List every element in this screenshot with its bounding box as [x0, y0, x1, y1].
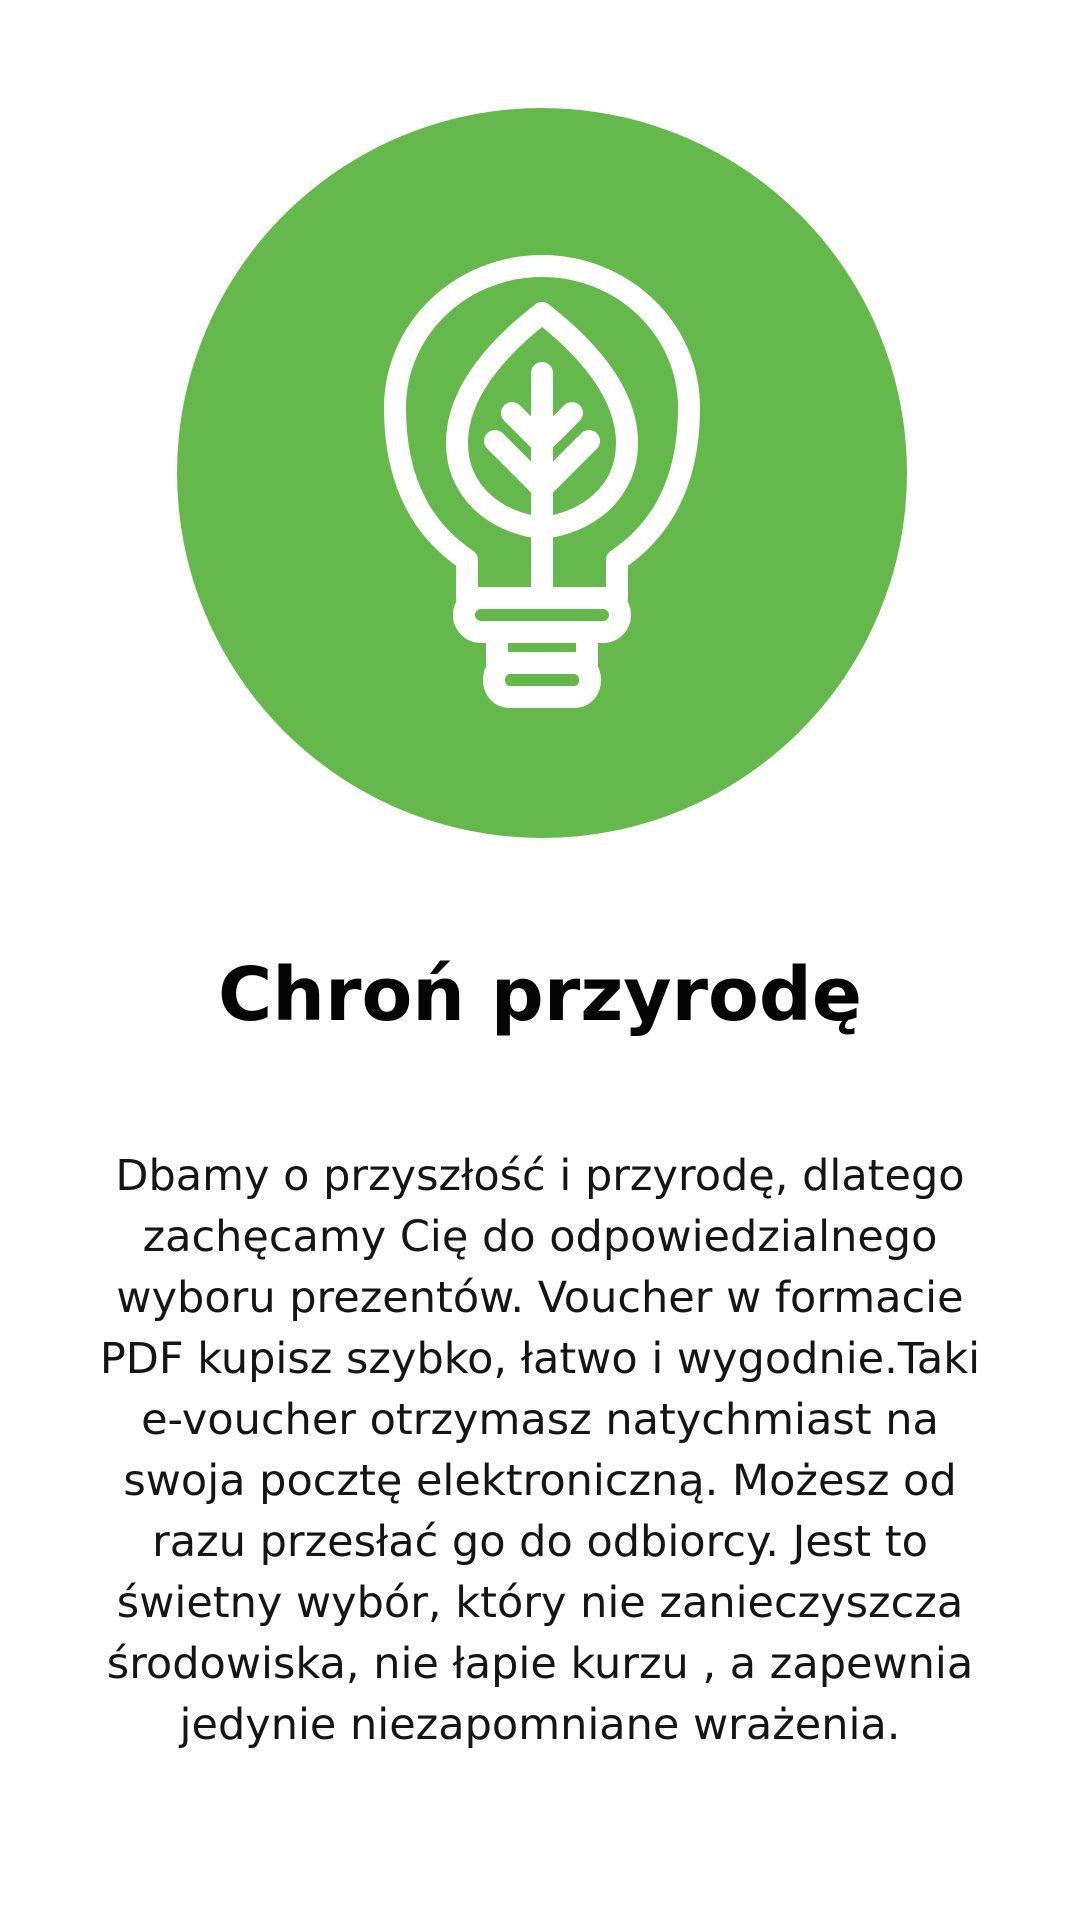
- page-title: Chroń przyrodę: [217, 952, 863, 1038]
- description-text: Dbamy o przyszłość i przyrodę, dlatego zachęcamy Cię do odpowiedzialnego wyboru prezentów. Voucher w formacie PDF kupisz szybko, łatwo i wygodnie.Taki e-voucher otrzymasz natychmiast na swoja pocztę elektroniczną. Możesz od razu przesłać go do odbiorcy. Jest to świetny wybór, który nie zanieczyszcza środowiska, nie łapie kurzu , a zapewnia jedynie niezapomniane wrażenia.: [99, 1151, 981, 1750]
- hero-circle: [177, 108, 907, 838]
- lightbulb-leaf-icon: [177, 108, 907, 838]
